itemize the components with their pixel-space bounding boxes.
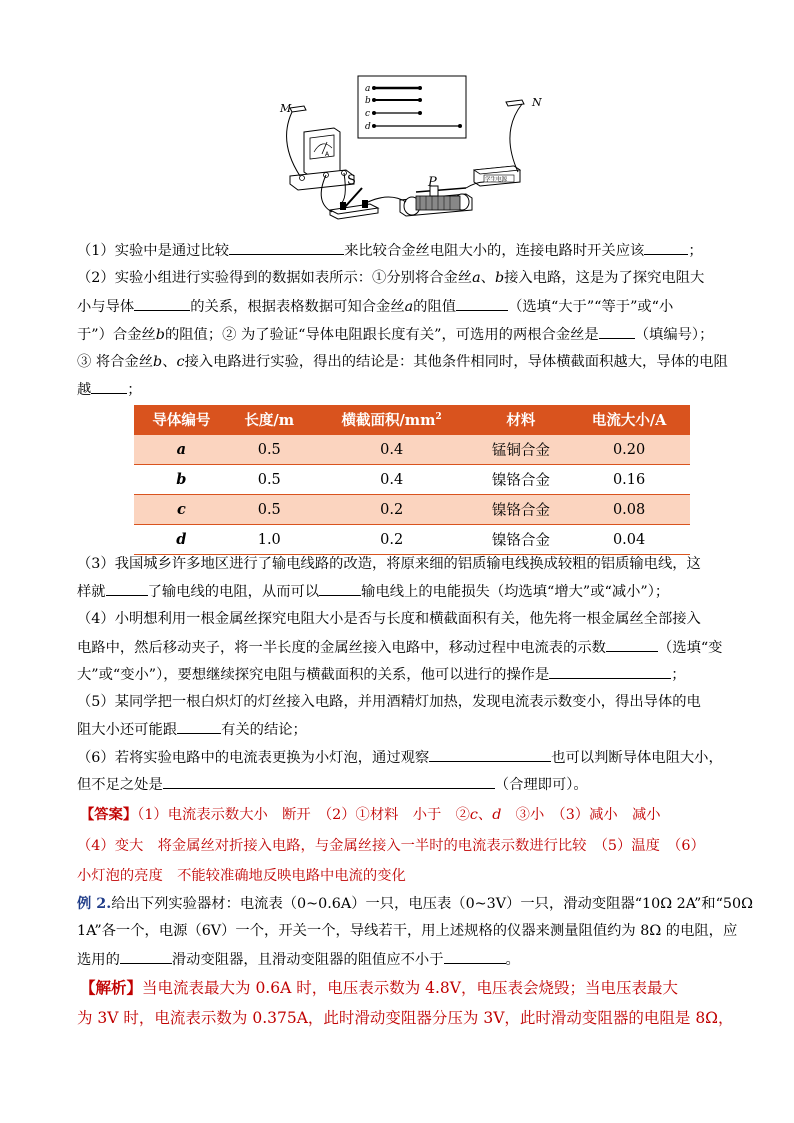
answer-line-3: 小灯泡的亮度 不能较准确地反映电路中电流的变化 (77, 868, 406, 884)
question-2-line-3: 于”）合金丝b的阻值；② 为了验证“导体电阻跟长度有关”，可选用的两根合金丝是 （填编号）； (77, 324, 713, 345)
q1-blank-2 (644, 240, 688, 255)
answer-tag: 【答案】 (80, 807, 138, 823)
power-supply-label: 学生电源 (485, 177, 508, 183)
ammeter (290, 128, 354, 190)
analysis-line-1: 【解析】当电流表最大为 0.6A 时，电压表示数为 4.8V，电压表会烧毁；当电压表最大 (80, 978, 678, 997)
wire-label-b: b (365, 96, 371, 106)
q4-blank-1 (606, 637, 658, 652)
ex2-blank-2 (444, 949, 506, 964)
question-4-line-3: 大”或“变小”），要想继续探究电阻与横截面积的关系，他可以进行的操作是 ； (77, 664, 686, 685)
question-5-line-2: 阻大小还可能跟 有关的结论； (77, 719, 307, 740)
question-4-line-2: 电路中，然后移动夹子，将一半长度的金属丝接入电路中，移动过程中电流表的示数 （选填“变 (77, 637, 722, 658)
question-2-line-1: （2）实验小组进行实验得到的数据如表所示：①分别将合金丝a、b接入电路，这是为了探究电阻大 (77, 270, 705, 286)
q2-blank-1 (134, 296, 190, 311)
question-3-line-2: 样就 了输电线的电阻，从而可以 输电线上的电能损失（均选填“增大”或“减小”）； (77, 581, 669, 602)
ammeter-unit: A (325, 151, 330, 158)
table-header: 横截面积$/mm^2$ (310, 405, 474, 435)
q3-blank-2 (319, 581, 361, 596)
question-2-line-4: ③ 将合金丝b、c接入电路进行实验，得出的结论是：其他条件相同时，导体横截面积越大，导体的电阻 (77, 354, 728, 370)
question-6-line-1: （6）若将实验电路中的电流表更换为小灯泡，通过观察 也可以判断导体电阻大小， (77, 747, 723, 768)
wire-lead-m (287, 112, 300, 176)
switch-label: S (347, 173, 356, 188)
question-6-line-2: 但不足之处是 （合理即可）。 (77, 774, 588, 795)
wire-label-d: d (365, 122, 371, 132)
slider-label: P (428, 175, 437, 190)
wire-board (358, 76, 466, 138)
question-1: （1）实验中是通过比较 来比较合金丝电阻大小的，连接电路时开关应该 ； (77, 240, 703, 261)
table-header: 长度/m (229, 405, 310, 435)
power-supply (474, 166, 520, 186)
wire-label-a: a (365, 84, 371, 94)
question-5-line-1: （5）某同学把一根白炽灯的灯丝接入电路，并用酒精灯加热，发现电流表示数变小，得出导体的电 (77, 694, 701, 710)
q6-blank-1 (429, 747, 551, 762)
table-header-row (134, 405, 690, 435)
rheostat (400, 186, 472, 216)
terminal-n-label: N (532, 96, 542, 109)
question-2-line-5: 越 ； (77, 379, 142, 400)
example-2-line-3: 选用的 滑动变阻器，且滑动变阻器的阻值应不小于 。 (77, 949, 520, 970)
answer-line-2: （4）变大 将金属丝对折接入电路，与金属丝接入一半时的电流表示数进行比较 （5）温度 （6） (77, 838, 705, 854)
table-header: 导体编号 (134, 405, 229, 435)
analysis-line-2: 为 3V 时，电流表示数为 0.375A，此时滑动变阻器分压为 3V，此时滑动变阻器的电阻是 8Ω， (77, 1009, 734, 1027)
q4-blank-2 (549, 664, 671, 679)
example-2-line-2: 1A”各一个，电源（6V）一个，开关一个，导线若干，用上述规格的仪器来测量阻值约为 8Ω 的电阻，应 (77, 923, 738, 939)
wire-label-c: c (365, 109, 371, 119)
table-row: d 1.0 0.2 镍铬合金 0.04 (134, 525, 690, 555)
wire-lead-n (510, 104, 522, 172)
q2-blank-2 (456, 296, 508, 311)
q1-text: （1）实验中是通过比较 (77, 243, 230, 259)
table-header: 电流大小/A (568, 405, 690, 435)
ex2-blank-1 (120, 949, 172, 964)
table-header: 材料 (474, 405, 569, 435)
table-row: c 0.5 0.2 镍铬合金 0.08 (134, 495, 690, 525)
q6-blank-2 (163, 774, 495, 789)
circuit-diagram (270, 72, 555, 230)
q1-text-middle: 来比较合金丝电阻大小的，连接电路时开关应该 (344, 243, 645, 259)
table-row: b 0.5 0.4 镍铬合金 0.16 (134, 465, 690, 495)
analysis-tag: 【解析】 (80, 978, 143, 997)
clip-m (290, 106, 306, 112)
question-2-line-2: 小与导体 的关系，根据表格数据可知合金丝a的阻值 （选填“大于”“等于”或“小 (77, 296, 673, 317)
switch (330, 188, 378, 219)
example-2-tag: 例 2. (77, 896, 112, 912)
q3-blank-1 (106, 581, 148, 596)
data-table (134, 405, 690, 555)
answer-line-1: 【答案】（1）电流表示数大小 断开 （2）①材料 小于 ②c、d ③小 （3）减小 减小 (80, 807, 661, 823)
example-2-line-1: 例 2.给出下列实验器材：电流表（0~0.6A）一只，电压表（0~3V）一只，滑动变阻器“10Ω 2A”和“50Ω (77, 896, 753, 912)
q2-blank-4 (91, 379, 127, 394)
q5-blank-1 (177, 719, 221, 734)
question-4-line-1: （4）小明想利用一根金属丝探究电阻大小是否与长度和横截面积有关，他先将一根金属丝全部接入 (77, 611, 701, 627)
terminal-m-label: M (280, 102, 292, 115)
q2-blank-3 (599, 324, 635, 339)
question-3-line-1: （3）我国城乡许多地区进行了输电线路的改造，将原来细的铝质输电线换成较粗的铝质输电线，这 (77, 556, 701, 572)
q1-blank-1 (229, 240, 344, 255)
table-row: a 0.5 0.4 锰铜合金 0.20 (134, 435, 690, 465)
